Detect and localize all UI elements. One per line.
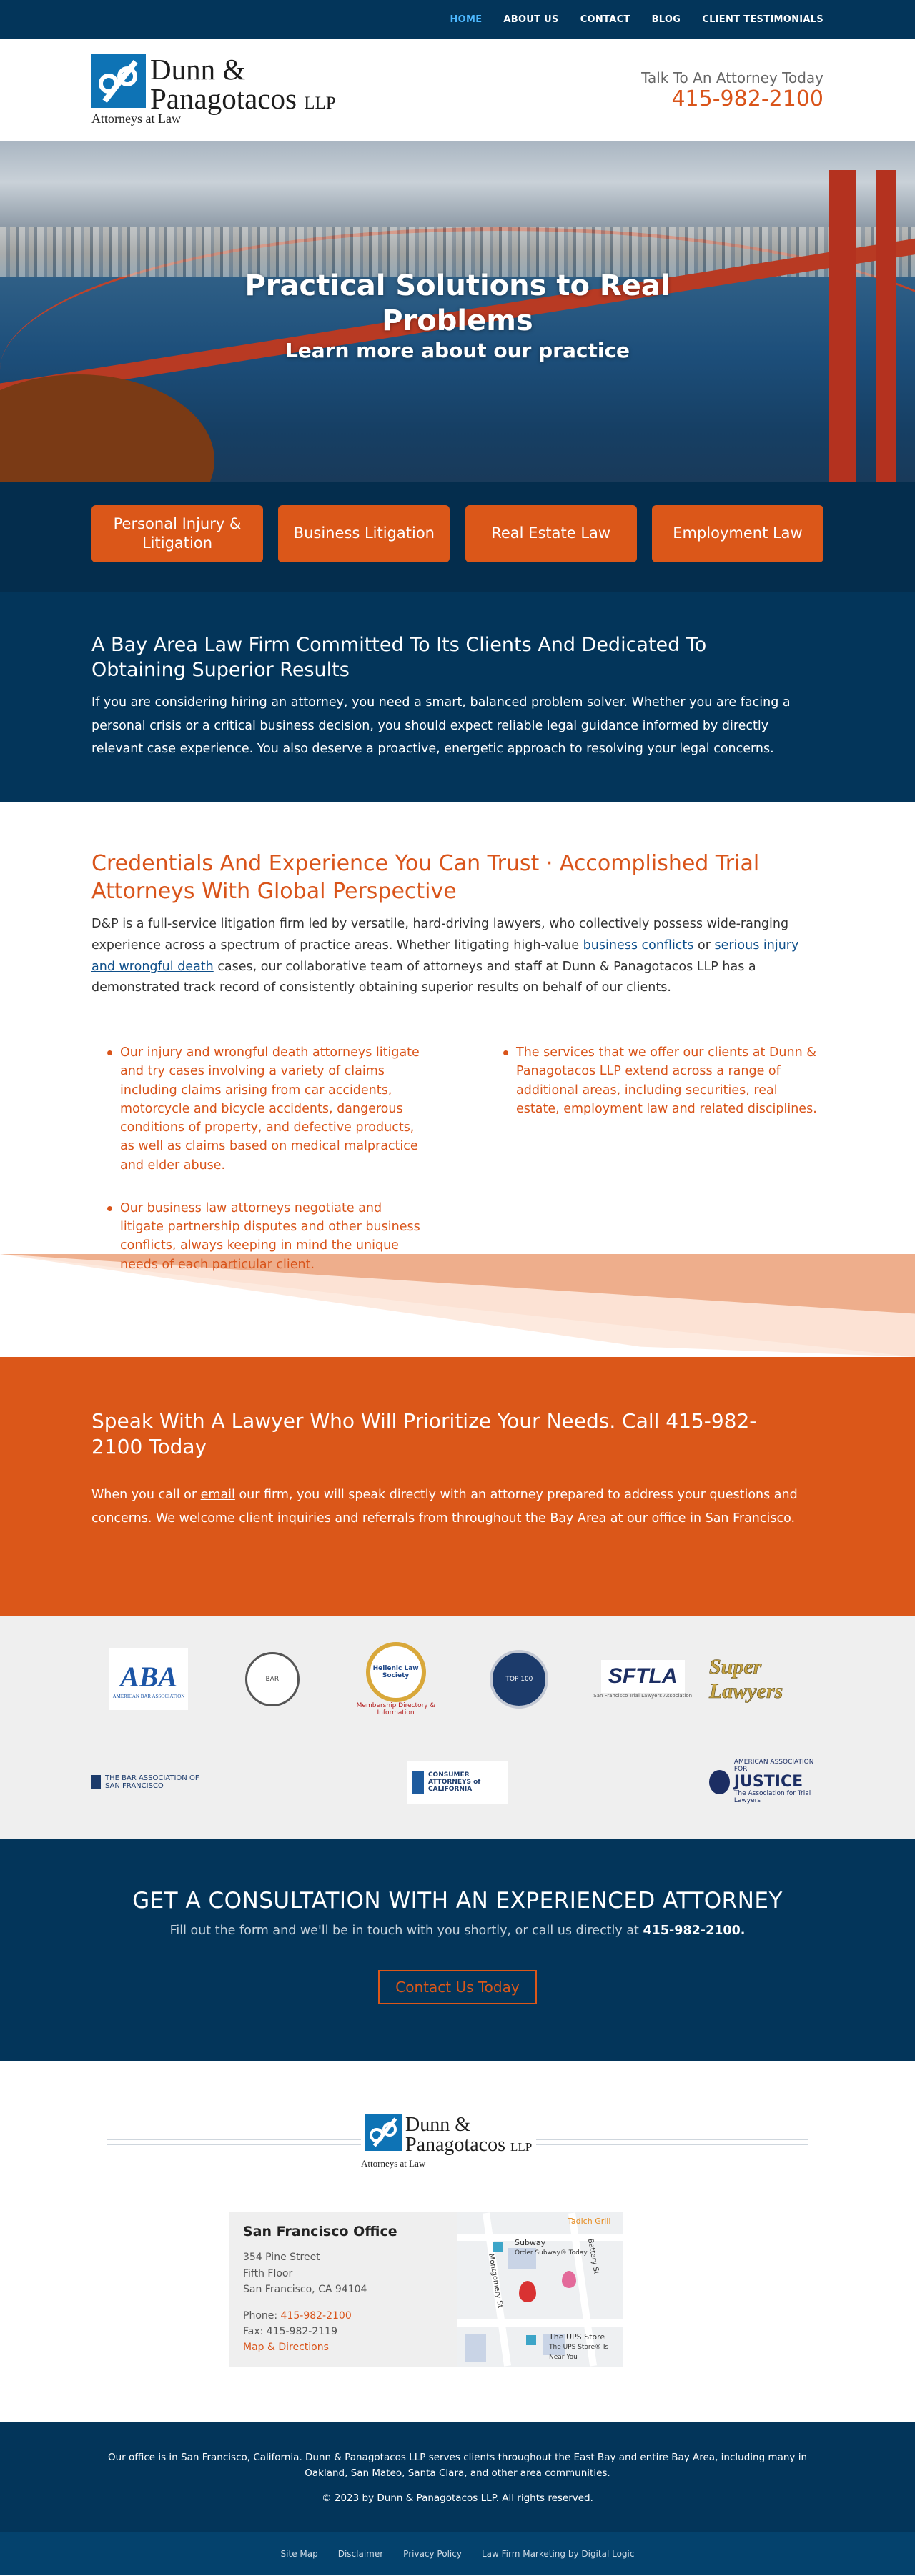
credentials-section: [0, 802, 915, 1357]
sftla-logo[interactable]: SFTLA San Francisco Trial Lawyers Association: [585, 1642, 700, 1716]
office-address-1: 354 Pine Street: [243, 2252, 320, 2264]
office-title: San Francisco Office: [243, 2224, 397, 2239]
speak-section: [0, 1357, 915, 1616]
credentials-body-text-end: cases, our collaborative team of attorneys and staff at Dunn & Panagotacos LLP has a demonstrated track record of consistently obtaining superior results on behalf of our clients.: [92, 959, 756, 995]
disclaimer-link[interactable]: Disclaimer: [337, 2548, 384, 2559]
ups-store-icon: [526, 2335, 536, 2345]
legal-links: [0, 2532, 915, 2575]
hero-title: Practical Solutions to Real Problems: [244, 269, 671, 337]
map-directions-link[interactable]: Map & Directions: [243, 2342, 329, 2354]
footer-logo-mark-icon: [365, 2114, 402, 2151]
office-section: [0, 2061, 915, 2422]
talk-label: Talk To An Attorney Today: [641, 69, 824, 86]
list-item: Our business law attorneys negotiate and litigate partnership disputes and other business conflicts, always keeping in mind the unique needs of each particular client.: [120, 1199, 427, 1274]
map-pin-icon: [519, 2281, 536, 2302]
privacy-policy-link[interactable]: Privacy Policy: [403, 2548, 462, 2559]
basf-logo[interactable]: THE BAR ASSOCIATION OF SAN FRANCISCO: [92, 1745, 206, 1819]
speak-body-text-end: our firm, you will speak directly with an attorney prepared to address your questions and concerns. We welcome client inquiries and referrals from throughout the Bay Area at our office in San Francisco.: [92, 1487, 798, 1526]
nav-contact[interactable]: CONTACT: [580, 14, 630, 25]
header-contact: [641, 69, 824, 111]
contact-us-button[interactable]: Contact Us Today: [378, 1970, 536, 2004]
consultation-heading: GET A CONSULTATION WITH AN EXPERIENCED ATTORNEY: [132, 1888, 783, 1914]
top-100-seal-logo[interactable]: TOP 100: [462, 1642, 576, 1716]
site-map-link[interactable]: Site Map: [280, 2548, 318, 2559]
footer-logo[interactable]: Dunn & Panagotacos LLP Attorneys at Law: [361, 2112, 536, 2169]
logo-wordmark: [150, 52, 336, 114]
bar-seal-logo[interactable]: BAR: [215, 1642, 330, 1716]
nav-blog[interactable]: BLOG: [651, 14, 681, 25]
header-phone-link[interactable]: 415-982-2100: [671, 86, 824, 111]
credentials-body: [92, 914, 824, 999]
footer-copyright: © 2023 by Dunn & Panagotacos LLP. All rights reserved.: [322, 2492, 593, 2505]
consultation-phone[interactable]: 415-982-2100.: [643, 1924, 746, 1938]
credentials-body-or: or: [693, 938, 715, 953]
subway-icon: [493, 2242, 503, 2252]
practice-business-litigation-button[interactable]: Business Litigation: [278, 505, 450, 562]
list-item: The services that we offer our clients at Dunn & Panagotacos LLP extend across a range of additional areas, including securities, real estate, employment law and related disciplines.: [516, 1043, 824, 1118]
super-lawyers-logo[interactable]: Super Lawyers: [708, 1655, 783, 1703]
consultation-body: Fill out the form and we'll be in touch with you shortly, or call us directly at 415-982-2100.: [169, 1924, 746, 1938]
office-address-3: San Francisco, CA 94104: [243, 2284, 367, 2296]
speak-heading: Speak With A Lawyer Who Will Prioritize Your Needs. Call 415-982-2100 Today: [92, 1409, 757, 1459]
left-bullet-list: [92, 1043, 427, 1298]
map-pin-secondary-icon: [562, 2271, 576, 2288]
site-logo[interactable]: [92, 52, 336, 129]
serious-injury-link[interactable]: serious injury and wrongful death: [92, 938, 799, 974]
hellenic-law-society-logo[interactable]: Hellenic Law Society Membership Directory & Information: [339, 1642, 453, 1716]
site-footer: [0, 2422, 915, 2532]
intro-heading: A Bay Area Law Firm Committed To Its Clients And Dedicated To Obtaining Superior Results: [92, 634, 707, 682]
associations-logos: [0, 1616, 915, 1839]
office-fax: Fax: 415-982-2119: [243, 2325, 337, 2337]
list-item: Our injury and wrongful death attorneys litigate and try cases involving a variety of claims including claims arising from car accidents, motorcycle and bicycle accidents, dangerous conditions of property, and defective products, as well as claims based on medical malpractice and elder abuse.: [120, 1043, 427, 1175]
logo-line2: Panagotacos: [150, 81, 297, 115]
logo-mark-icon: [92, 54, 146, 108]
logo-line1: Dunn &: [150, 52, 246, 86]
logo-tagline: Attorneys at Law: [92, 111, 181, 126]
business-conflicts-link[interactable]: business conflicts: [583, 938, 694, 953]
intro-body: If you are considering hiring an attorney, you need a smart, balanced problem solver. Whether you are facing a personal crisis or a critical business decision, you should expect reliable legal guidance informed by directly relevant case experience. You also deserve a proactive, energetic approach to resolving your legal concerns.: [92, 695, 791, 756]
digital-logic-link[interactable]: Law Firm Marketing by Digital Logic: [481, 2548, 635, 2559]
office-address-2: Fifth Floor: [243, 2267, 293, 2279]
speak-body-text: When you call or: [92, 1487, 201, 1502]
email-link[interactable]: email: [200, 1487, 235, 1502]
footer-logo-wordmark: Dunn & Panagotacos LLP: [405, 2114, 533, 2156]
office-phone: Phone: 415-982-2100: [243, 2309, 352, 2322]
office-card: [229, 2212, 623, 2367]
aba-logo[interactable]: ABA AMERICAN BAR ASSOCIATION: [92, 1642, 206, 1716]
nav-home[interactable]: HOME: [450, 14, 483, 25]
practice-employment-law-button[interactable]: Employment Law: [652, 505, 824, 562]
credentials-body-text: D&P is a full-service litigation firm led by versatile, hard-driving lawyers, who collectively possess wide-ranging experience across a spectrum of practice areas. Whether litigating high-value: [92, 917, 789, 953]
office-map[interactable]: Tadich Grill Subway Order Subway® Today The UPS Store The UPS Store® Is Near You Montgomery St Battery St: [458, 2212, 623, 2367]
site-header: [0, 39, 915, 141]
nav-about-us[interactable]: ABOUT US: [503, 14, 559, 25]
logo-llp: LLP: [304, 93, 336, 113]
practice-real-estate-button[interactable]: Real Estate Law: [465, 505, 637, 562]
practice-personal-injury-button[interactable]: Personal Injury & Litigation: [92, 505, 263, 562]
consultation-section: [0, 1839, 915, 2061]
office-phone-link[interactable]: 415-982-2100: [280, 2309, 352, 2322]
speak-body: [92, 1483, 824, 1531]
nav-client-testimonials[interactable]: CLIENT TESTIMONIALS: [702, 14, 824, 25]
practice-areas: [0, 482, 915, 592]
top-nav: [0, 0, 915, 39]
footer-text: Our office is in San Francisco, California. Dunn & Panagotacos LLP serves clients throughout the East Bay and entire Bay Area, including many in Oakland, San Mateo, Santa Clara, and other area communities.: [107, 2452, 807, 2479]
hero-learn-more-link[interactable]: Learn more about our practice: [285, 338, 630, 362]
credentials-heading: Credentials And Experience You Can Trust · Accomplished Trial Attorneys With Global Perspective: [92, 851, 760, 904]
hero-banner: [0, 141, 915, 482]
aaj-logo[interactable]: AMERICAN ASSOCIATION FOR JUSTICE The Association for Trial Lawyers: [709, 1745, 824, 1819]
consumer-attorneys-logo[interactable]: CONSUMER ATTORNEYS of CALIFORNIA: [400, 1745, 515, 1819]
right-bullet-list: [488, 1043, 824, 1298]
intro-section: [0, 592, 915, 802]
